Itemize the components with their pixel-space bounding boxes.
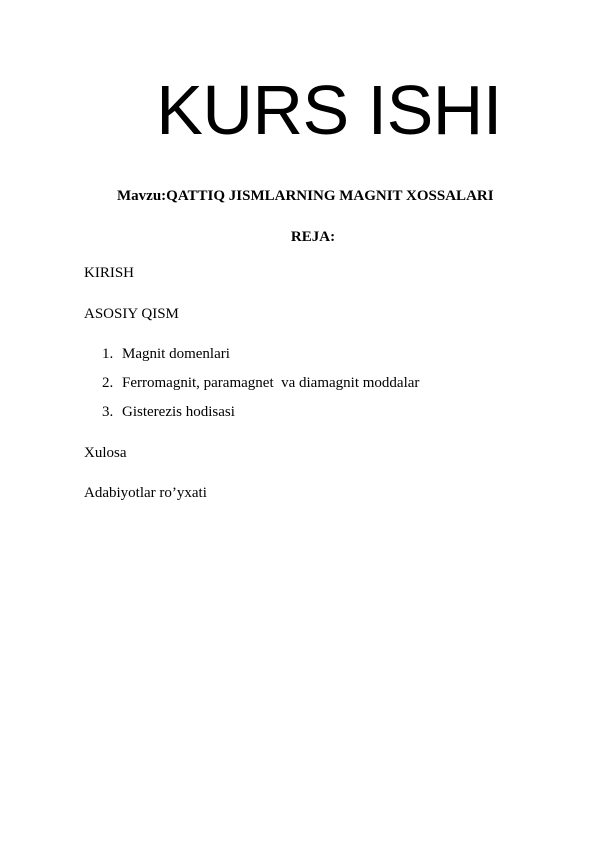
list-item bbox=[102, 373, 419, 393]
document-subject: Mavzu:QATTIQ JISMLARNING MAGNIT XOSSALARI bbox=[117, 188, 494, 204]
list-item bbox=[102, 402, 419, 422]
list-item-text: Gisterezis hodisasi bbox=[122, 404, 235, 420]
plan-item-references: Adabiyotlar ro’yxati bbox=[84, 485, 207, 501]
list-item-number: 1. bbox=[102, 346, 114, 362]
plan-item-intro: KIRISH bbox=[84, 265, 135, 281]
plan-heading: REJA: bbox=[290, 229, 336, 245]
list-item-text: Ferromagnit, paramagnet va diamagnit moddalar bbox=[122, 375, 420, 391]
list-item-number: 3. bbox=[102, 404, 114, 420]
list-item-text: Magnit domenlari bbox=[122, 346, 230, 362]
section-list bbox=[102, 344, 419, 431]
plan-item-conclusion: Xulosa bbox=[84, 445, 127, 461]
document-title: KURS ISHI bbox=[156, 71, 502, 149]
list-item-number: 2. bbox=[102, 375, 114, 391]
list-item bbox=[102, 344, 419, 364]
plan-item-main-part: ASOSIY QISM bbox=[84, 306, 179, 322]
